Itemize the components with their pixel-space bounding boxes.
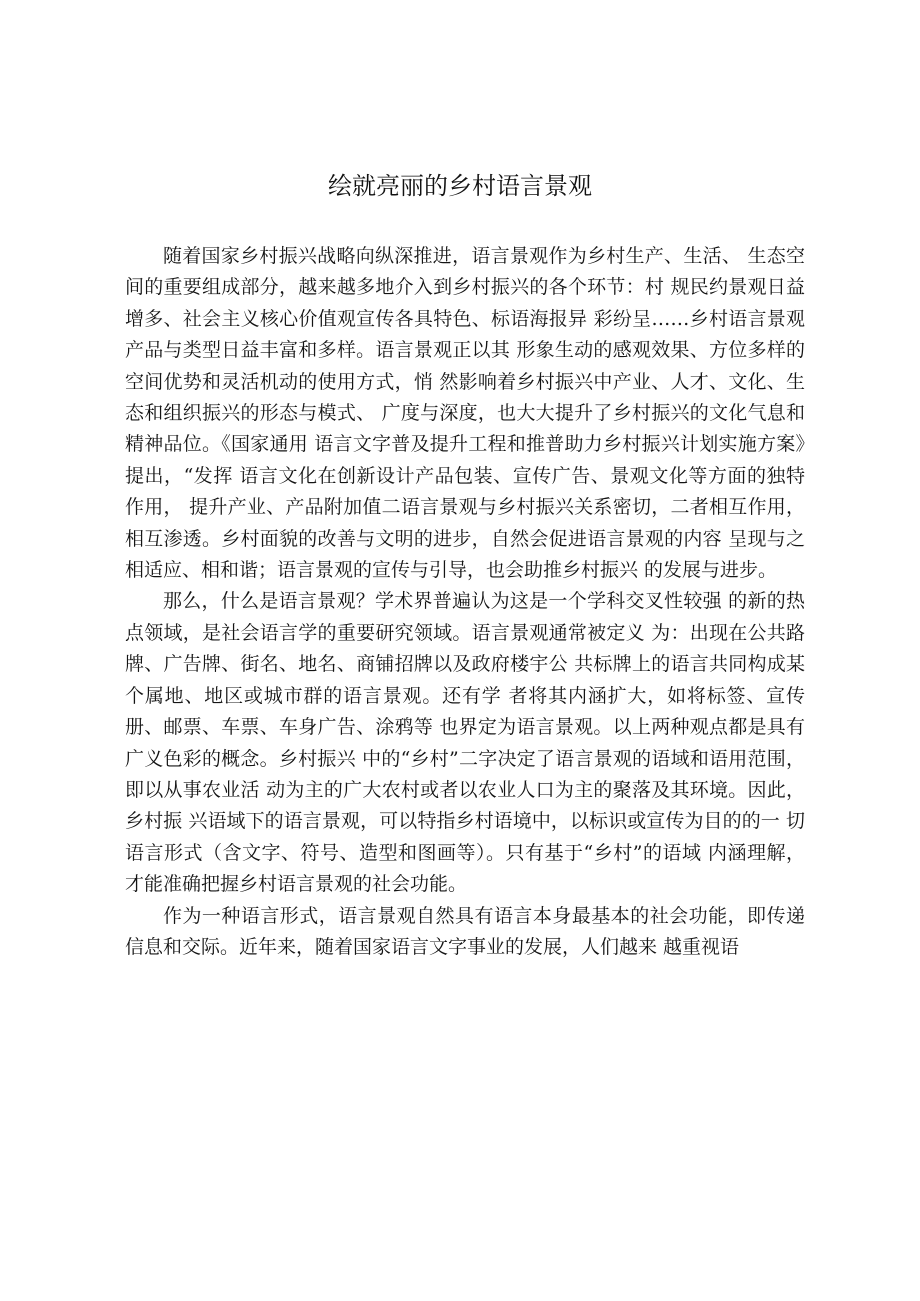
paragraph-1: 随着国家乡村振兴战略向纵深推进，语言景观作为乡村生产、生活、 生态空间的重要组成部分，越来越多地介入到乡村振兴的各个环节：村 规民约景观日益增多、社会主义核心价值观宣传各具特色、标语海报异 彩纷呈……乡村语言景观产品与类型日益丰富和多样。语言景观正以其 形象生动的感观效果、方位多样的空间优势和灵活机动的使用方式，悄 然影响着乡村振兴中产业、人才、文化、生态和组织振兴的形态与模式、 广度与深度，也大大提升了乡村振兴的文化气息和精神品位。《国家通用 语言文字普及提升工程和推普助力乡村振兴计划实施方案》提出，“发挥 语言文化在创新设计产品包装、宣传广告、景观文化等方面的独特作用， 提升产业、产品附加值二语言景观与乡村振兴关系密切，二者相互作用， 相互渗透。乡村面貌的改善与文明的进步，自然会促进语言景观的内容 呈现与之相适应、相和谐；语言景观的宣传与引导，也会助推乡村振兴 的发展与进步。	[125, 245, 812, 582]
paragraph-2: 那么，什么是语言景观？学术界普遍认为这是一个学科交叉性较强 的新的热点领域，是社会语言学的重要研究领域。语言景观通常被定义 为：出现在公共路牌、广告牌、街名、地名、商铺招牌以及政府楼宇公 共标牌上的语言共同构成某个属地、地区或城市群的语言景观。还有学 者将其内涵扩大，如将标签、宣传册、邮票、车票、车身广告、涂鸦等 也界定为语言景观。以上两种观点都是具有广义色彩的概念。乡村振兴 中的“乡村”二字决定了语言景观的语域和语用范围，即以从事农业活 动为主的广大农村或者以农业人口为主的聚落及其环境。因此，乡村振 兴语域下的语言景观，可以特指乡村语境中，以标识或宣传为目的的一 切语言形式（含文字、符号、造型和图画等）。只有基于“乡村”的语域 内涵理解，才能准确把握乡村语言景观的社会功能。	[125, 590, 805, 896]
paragraph-3: 作为一种语言形式，语言景观自然具有语言本身最基本的社会功能，即传递信息和交际。近年来，随着国家语言文字事业的发展，人们越来 越重视语	[125, 904, 805, 958]
document-body	[125, 241, 812, 963]
document-title: 绘就亮丽的乡村语言景观	[328, 172, 592, 200]
